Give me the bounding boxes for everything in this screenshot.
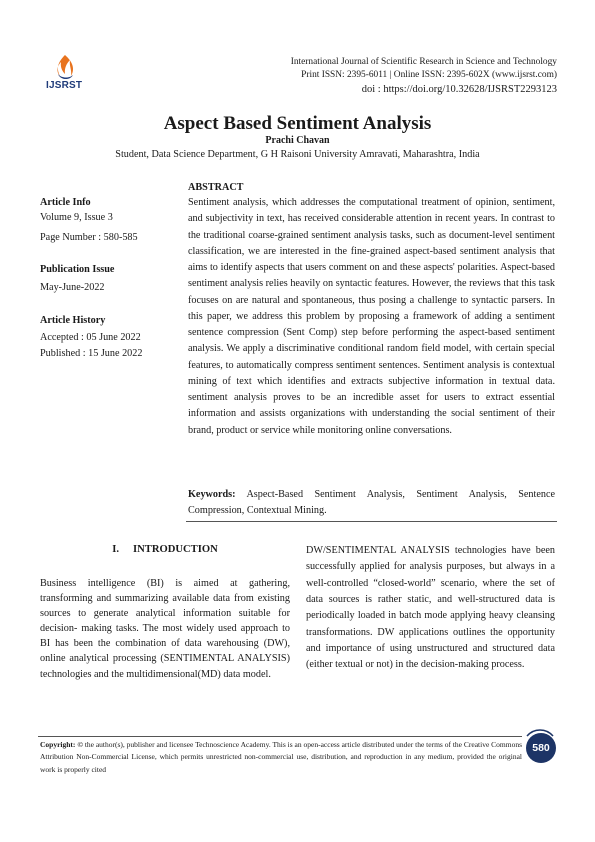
section-heading (40, 544, 290, 555)
copyright-notice (40, 739, 522, 776)
intro-paragraph-left: Business intelligence (BI) is aimed at gathering, transforming and summarizing available data from existing sources to generate analytical information suitable for decision- making tasks. The most widely used approach to BI has been the combination of data warehousing (DW), online analytical processing (SENTIMENTAL ANALYSIS) technologies and the multidimensional(MD) data model. (40, 578, 290, 680)
journal-logo (46, 54, 98, 94)
publication-issue-heading: Publication Issue (40, 264, 115, 275)
volume-issue: Volume 9, Issue 3 (40, 212, 113, 223)
abstract-text: Sentiment analysis, which addresses the computational treatment of opinion, sentiment, and subjectivity in text, has received considerable attention in recent years. In contrast to the traditional coarse-grained sentiment analysis tasks, such as document-level sentiment classification, we are interested in the fine-grained aspect-based sentiment analysis that aims to identify aspects that users comment on and these aspects' polarities. Aspect-based sentiment analysis relies heavily on syntactic features. However, the reviews that this task focuses on are natural and spontaneous, thus posing a challenge to syntactic parsers. In this paper, we address this problem by proposing a framework of adding a sentiment sentence compression (Sent Comp) step before performing the aspect-based sentiment analysis. We apply a discriminative conditional random field model, with certain special features, to automatically compress sentiment sentences. Sentiment analysis is contextual mining of text which identifies and extracts subjective information in textual data. sentiment analysis proves to be an incredible asset for users to extract essential information and assists organizations with understanding the social sentiment of their brand, product or service while monitoring online conversations. (188, 197, 555, 436)
journal-name: International Journal of Scientific Research in Science and Technology (290, 57, 557, 67)
publication-issue: May-June-2022 (40, 282, 105, 293)
intro-paragraph-right: DW/SENTIMENTAL ANALYSIS technologies have been successfully applied for analysis purposes, but always in a well-controlled “closed-world” scenario, where the set of data sources is rather static, and well-structured data is periodically loaded in batch mode applying heavy cleansing transformations. DW applications outlines the opportunity and importance of using unstructured and structured data (either textual or not) in the decision-making process. (306, 545, 555, 671)
flame-icon (52, 54, 78, 82)
copyright-icon: © (77, 740, 83, 749)
journal-issn: Print ISSN: 2395-6011 | Online ISSN: 2395-602X (www.ijsrst.com) (301, 70, 557, 80)
page-range: Page Number : 580-585 (40, 232, 138, 243)
author-name: Prachi Chavan (265, 135, 330, 146)
abstract-heading: ABSTRACT (188, 182, 244, 193)
logo-text: IJSRST (46, 80, 83, 91)
keywords-list: Aspect-Based Sentiment Analysis, Sentiment Analysis, Sentence Compression, Contextual Mining. (188, 489, 555, 516)
accepted-date: Accepted : 05 June 2022 (40, 332, 141, 343)
article-info-heading: Article Info (40, 197, 91, 208)
footer-divider (38, 736, 522, 737)
copyright-label: Copyright: (40, 740, 76, 749)
paper-title: Aspect Based Sentiment Analysis (163, 113, 432, 134)
page-number-badge: 580 (526, 733, 556, 763)
article-history-heading: Article History (40, 315, 106, 326)
section-number: I. (112, 544, 119, 555)
copyright-text: the author(s), publisher and licensee Technoscience Academy. This is an open-access article distributed under the terms of the Creative Commons Attribution Non-Commercial License, which permits unrestricted non-commercial use, distribution, and reproduction in any medium, provided the original work is properly cited (40, 740, 523, 774)
keywords-divider (186, 521, 557, 522)
published-date: Published : 15 June 2022 (40, 348, 143, 359)
keywords-label: Keywords: (188, 489, 236, 500)
keywords (188, 487, 555, 519)
author-affiliation: Student, Data Science Department, G H Raisoni University Amravati, Maharashtra, India (115, 149, 480, 160)
section-title: INTRODUCTION (133, 544, 218, 555)
doi-link[interactable]: doi : https://doi.org/10.32628/IJSRST2293123 (361, 84, 557, 95)
